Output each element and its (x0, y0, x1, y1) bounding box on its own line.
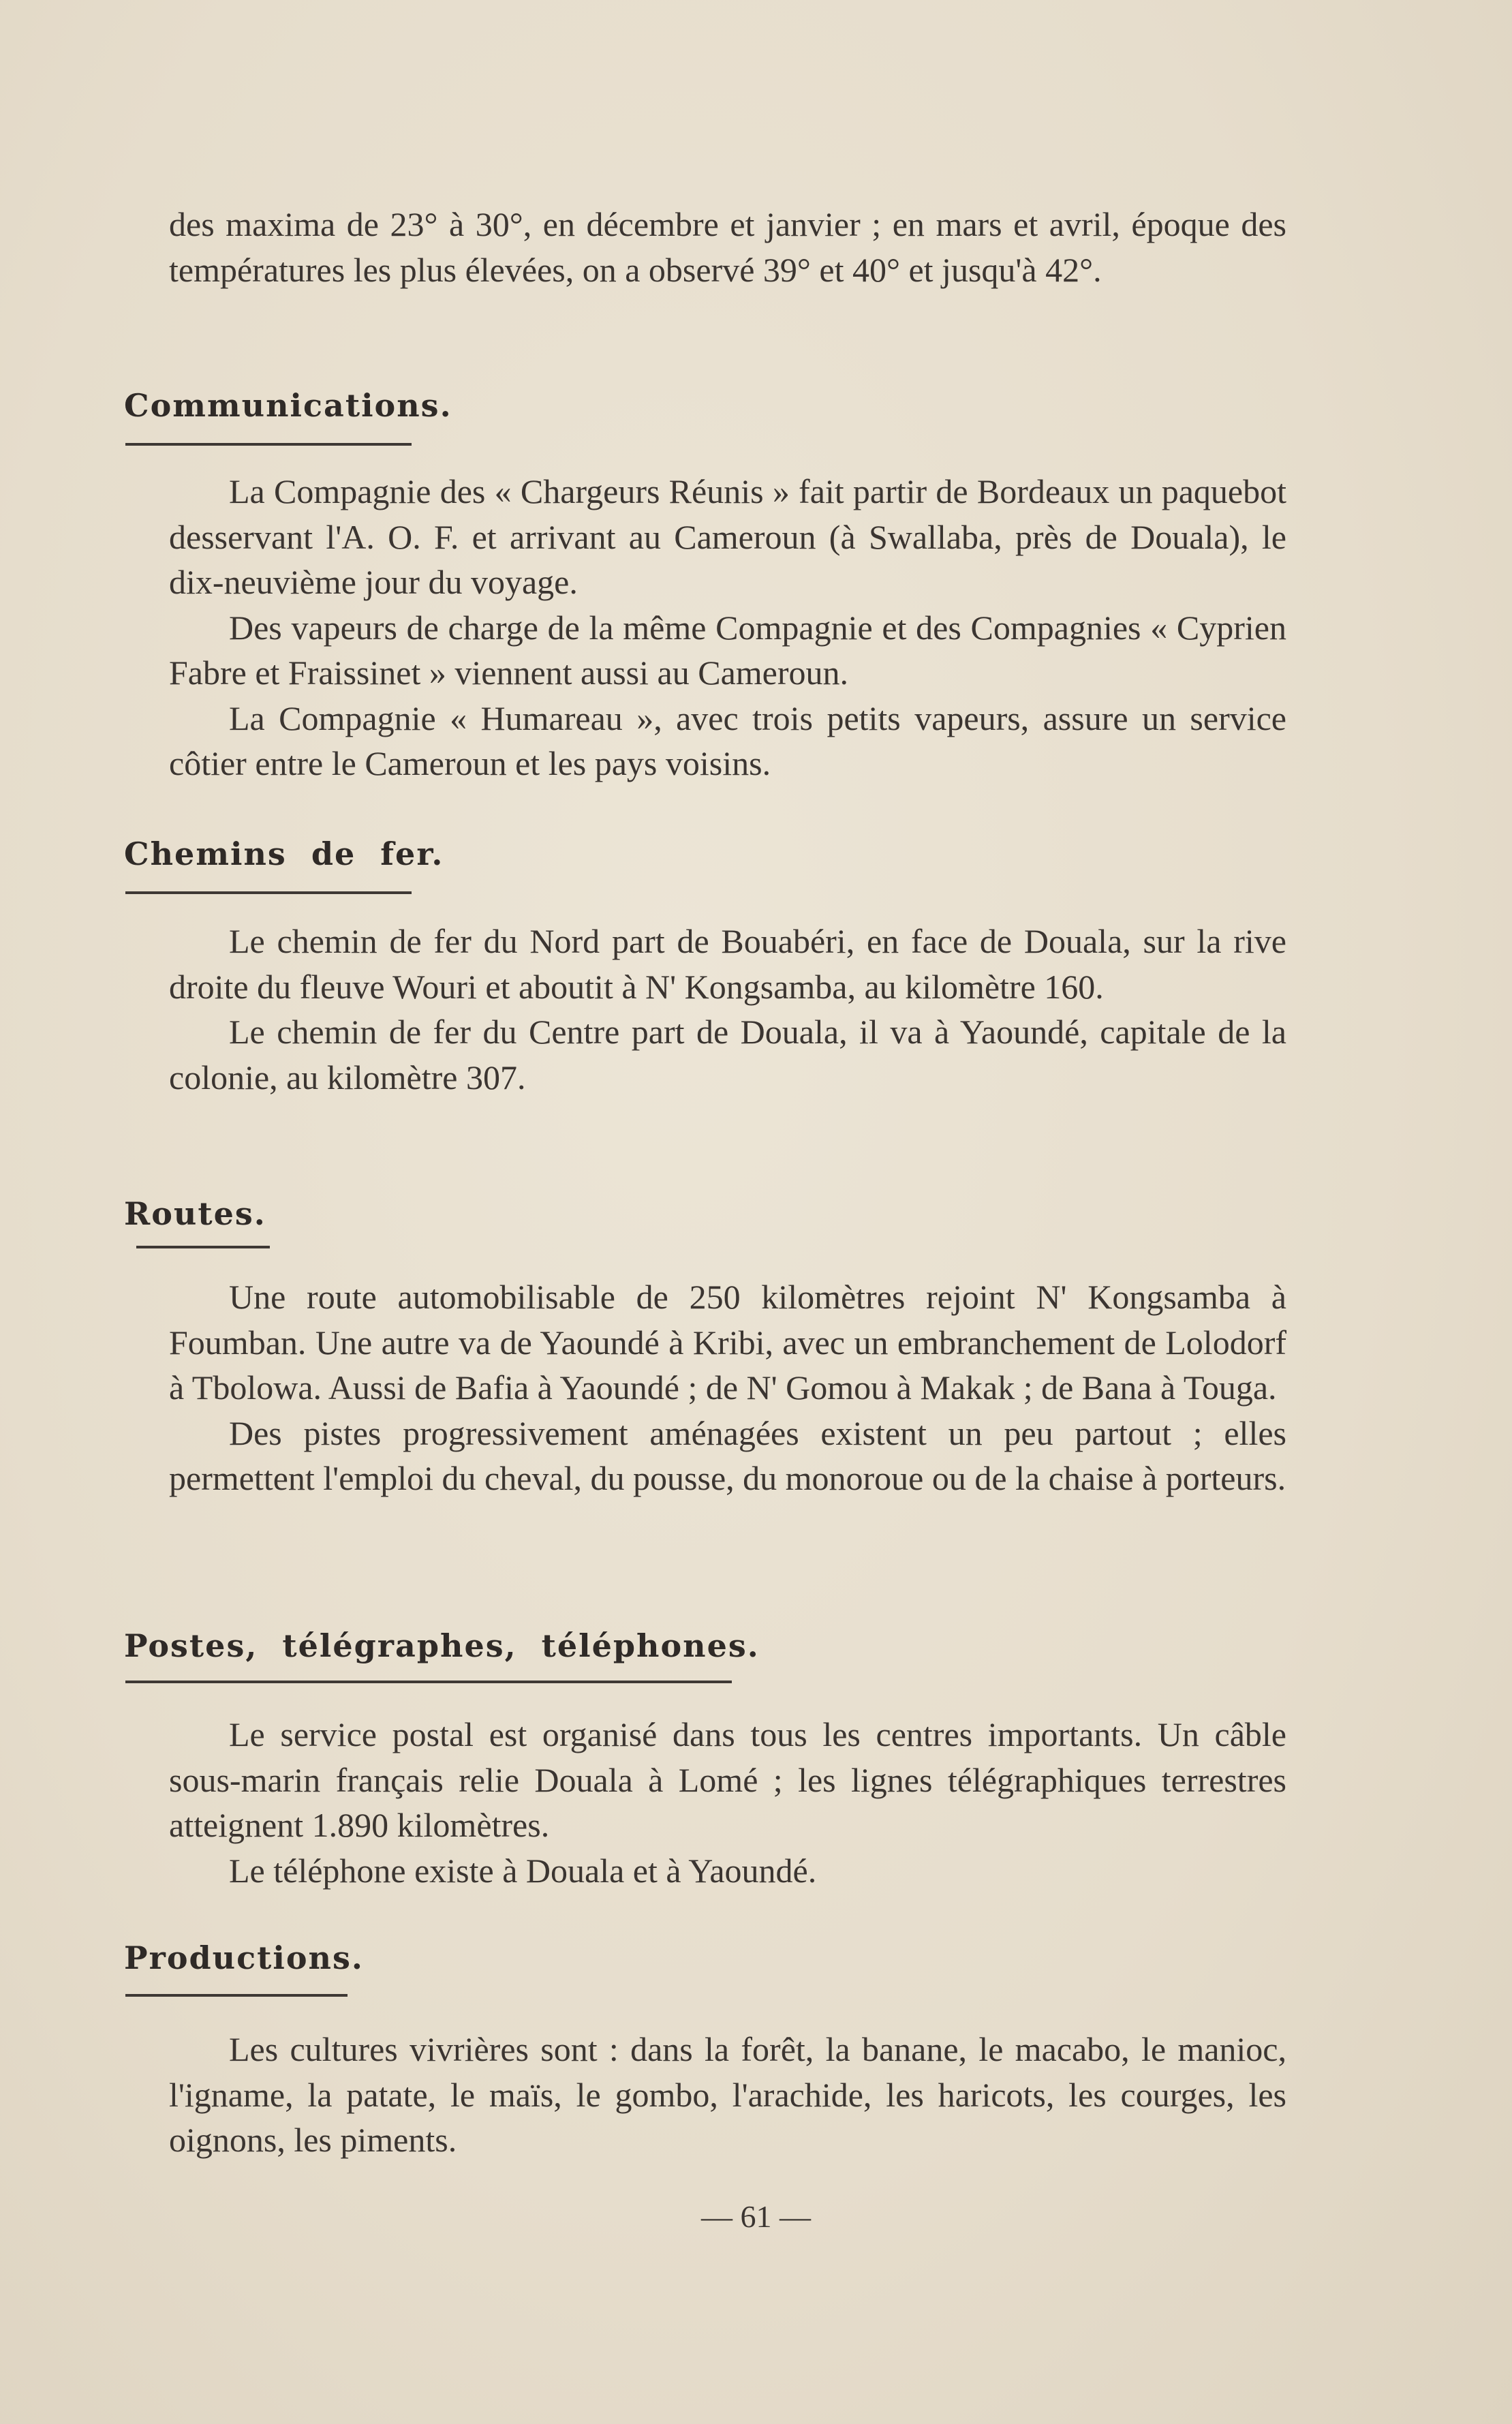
postes-paragraph-1: Le service postal est organisé dans tous les centres importants. Un câble sous-marin français relie Douala à Lomé ; les lignes télégraphiques terrestres atteignent 1.890 kilomètres. (169, 1715, 1286, 1844)
heading-chemins-de-fer: Chemins de fer. (124, 835, 444, 872)
communications-paragraph-2: Des vapeurs de charge de la même Compagnie et des Compagnies « Cyprien Fabre et Fraissinet » viennent aussi au Cameroun. (169, 608, 1286, 692)
page-number: — 61 — (701, 2199, 811, 2234)
heading-rule-routes (136, 1246, 270, 1248)
heading-rule-productions (125, 1994, 348, 1997)
routes-paragraph-1: Une route automobilisable de 250 kilomètres rejoint N' Kongsamba à Foumban. Une autre va de Yaoundé à Kribi, avec un embranchement de Lolodorf à Tbolowa. Aussi de Bafia à Yaoundé ; de N' Gomou à Makak ; de Bana à Touga. (169, 1278, 1286, 1407)
heading-postes: Postes, télégraphes, téléphones. (124, 1627, 760, 1664)
productions-paragraph-1: Les cultures vivrières sont : dans la forêt, la banane, le macabo, le manioc, l'igname, la patate, le maïs, le gombo, l'arachide, les haricots, les courges, les oignons, les piments. (169, 2030, 1286, 2159)
chemins-block (169, 919, 1286, 1100)
heading-productions: Productions. (124, 1939, 364, 1976)
chemins-paragraph-2: Le chemin de fer du Centre part de Douala, il va à Yaoundé, capitale de la colonie, au kilomètre 307. (169, 1013, 1286, 1096)
chemins-paragraph-1: Le chemin de fer du Nord part de Bouabéri, en face de Douala, sur la rive droite du fleuve Wouri et aboutit à N' Kongsamba, au kilomètre 160. (169, 922, 1286, 1006)
postes-block (169, 1712, 1286, 1893)
heading-routes: Routes. (124, 1195, 266, 1232)
heading-communications: Communications. (124, 387, 452, 424)
postes-paragraph-2: Le téléphone existe à Douala et à Yaoundé. (229, 1851, 817, 1890)
heading-rule-chemins-de-fer (125, 891, 412, 894)
intro-paragraph: des maxima de 23° à 30°, en décembre et janvier ; en mars et avril, époque des températures les plus élevées, on a observé 39° et 40° et jusqu'à 42°. (169, 205, 1286, 289)
productions-block (169, 2027, 1286, 2163)
communications-block (169, 469, 1286, 786)
heading-rule-postes (125, 1681, 732, 1683)
intro-block (169, 202, 1286, 292)
communications-paragraph-1: La Compagnie des « Chargeurs Réunis » fait partir de Bordeaux un paquebot desservant l'A. O. F. et arrivant au Cameroun (à Swallaba, près de Douala), le dix-neuvième jour du voyage. (169, 472, 1286, 601)
communications-paragraph-3: La Compagnie « Humareau », avec trois petits vapeurs, assure un service côtier entre le Cameroun et les pays voisins. (169, 699, 1286, 782)
routes-paragraph-2: Des pistes progressivement aménagées existent un peu partout ; elles permettent l'emploi du cheval, du pousse, du monoroue ou de la chaise à porteurs. (169, 1413, 1286, 1497)
heading-rule-communications (125, 443, 412, 446)
routes-block (169, 1274, 1286, 1501)
